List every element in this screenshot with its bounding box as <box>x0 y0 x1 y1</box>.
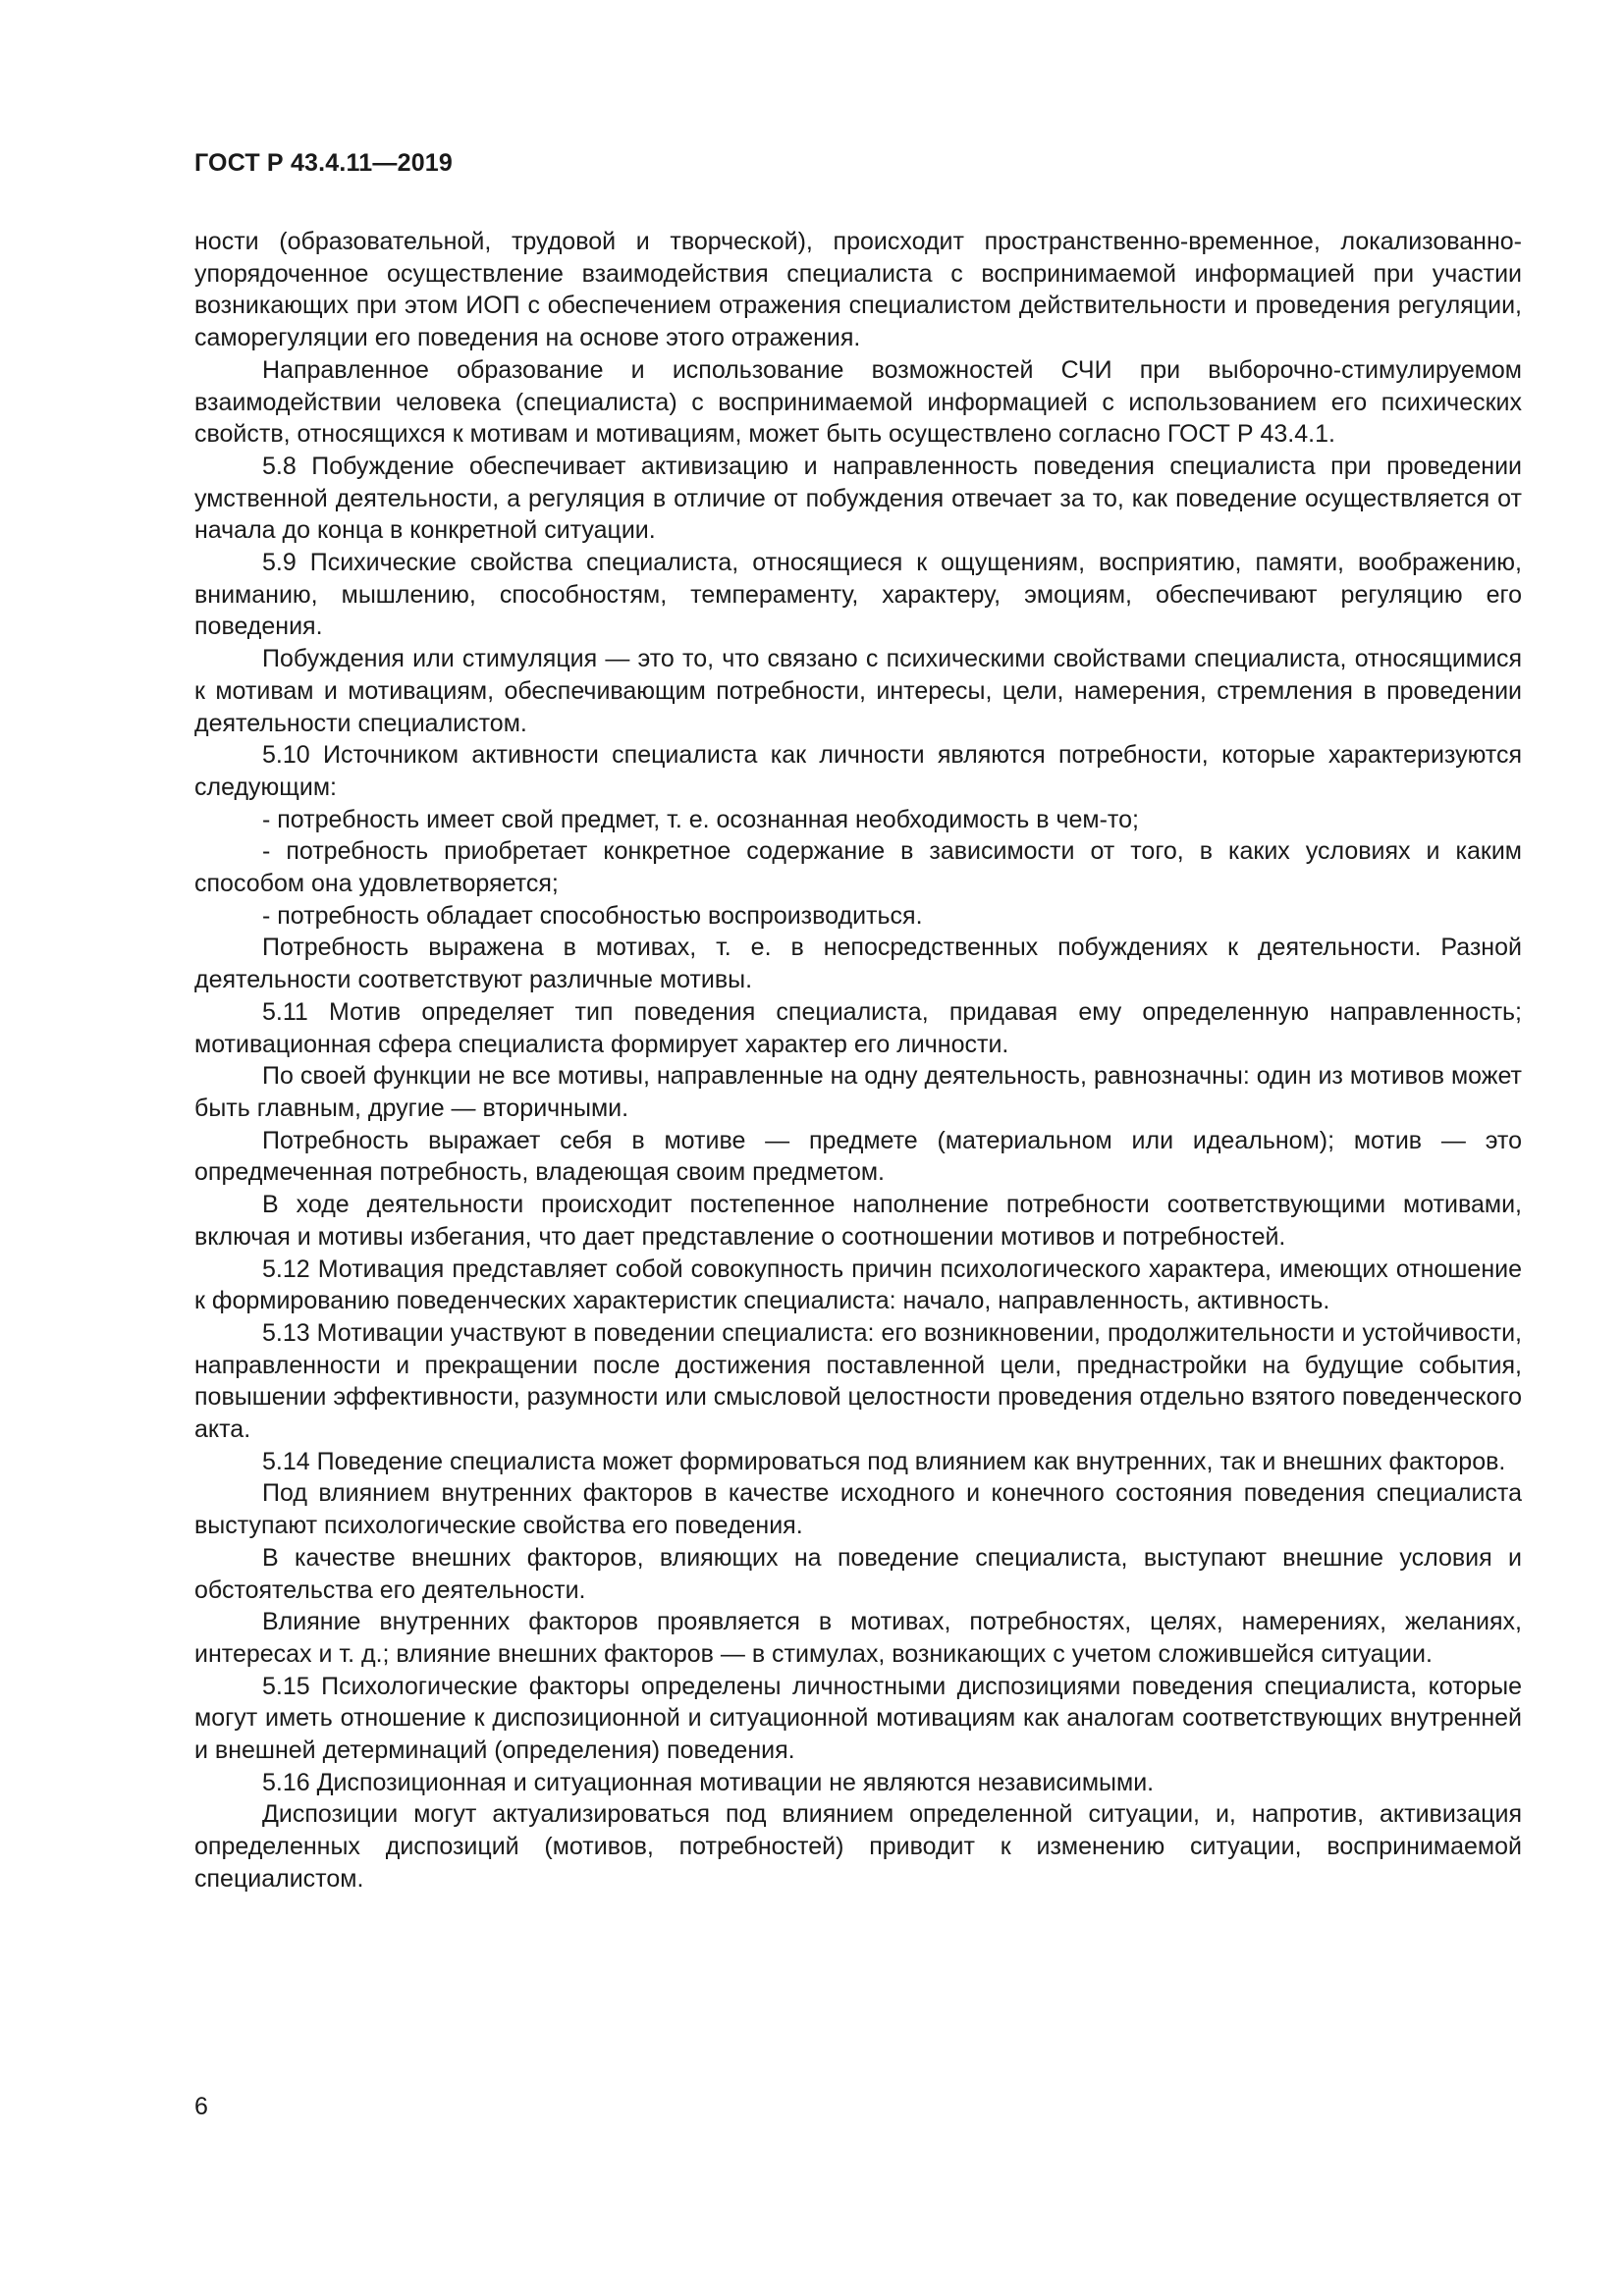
list-item: - потребность приобретает конкретное содержание в зависимости от того, в каких условиях и каким способом она удовлетворяется; <box>194 837 1522 898</box>
paragraph: В качестве внешних факторов, влияющих на поведение специалиста, выступают внешние условия и обстоятельства его деятельности. <box>194 1543 1522 1604</box>
paragraph: 5.14 Поведение специалиста может формироваться под влиянием как внутренних, так и внешних факторов. <box>262 1447 1506 1475</box>
paragraph: Диспозиции могут актуализироваться под влиянием определенной ситуации, и, напротив, активизация определенных диспозиций (мотивов, потребностей) приводит к изменению ситуации, воспринимаемой специалистом. <box>194 1800 1522 1893</box>
paragraph: Под влиянием внутренних факторов в качестве исходного и конечного состояния поведения специалиста выступают психологические свойства его поведения. <box>194 1479 1522 1540</box>
document-header: ГОСТ Р 43.4.11—2019 <box>194 149 454 177</box>
paragraph: 5.8 Побуждение обеспечивает активизацию и направленность поведения специалиста при проведении умственной деятельности, а регуляция в отличие от побуждения отвечает за то, как поведение осуществляется от начала до конца в конкретной ситуации. <box>194 452 1522 545</box>
paragraph: 5.15 Психологические факторы определены личностными диспозициями поведения специалиста, которые могут иметь отношение к диспозиционной и ситуационной мотивациям как аналогам соответствующих внутренней и внешней детерминаций (определения) поведения. <box>194 1672 1522 1765</box>
page-number: 6 <box>194 2093 208 2120</box>
paragraph: 5.10 Источником активности специалиста как личности являются потребности, которые характеризуются следующим: <box>194 741 1522 801</box>
paragraph: Влияние внутренних факторов проявляется в мотивах, потребностях, целях, намерениях, желаниях, интересах и т. д.; влияние внешних факторов — в стимулах, возникающих с учетом сложившейся ситуации. <box>194 1608 1522 1668</box>
list-item: - потребность имеет свой предмет, т. е. осознанная необходимость в чем-то; <box>262 805 1139 833</box>
paragraph: 5.12 Мотивация представляет собой совокупность причин психологического характера, имеющих отношение к формированию поведенческих характеристик специалиста: начало, направленность, активность. <box>194 1255 1522 1315</box>
paragraph: Потребность выражает себя в мотиве — предмете (материальном или идеальном); мотив — это опредмеченная потребность, владеющая своим предметом. <box>194 1126 1522 1187</box>
paragraph: 5.13 Мотивации участвуют в поведении специалиста: его возникновении, продолжительности и устойчивости, направленности и прекращении после достижения поставленной цели, преднастройки на будущие события, повышении эффективности, разумности или смысловой целостности проведения отдельно взятого поведенческого акта. <box>194 1318 1522 1444</box>
list-item: - потребность обладает способностью воспроизводиться. <box>262 901 923 930</box>
paragraph: Побуждения или стимуляция — это то, что связано с психическими свойствами специалиста, относящимися к мотивам и мотивациям, обеспечивающим потребности, интересы, цели, намерения, стремления в проведении деятельности специалистом. <box>194 645 1522 737</box>
paragraph: По своей функции не все мотивы, направленные на одну деятельность, равнозначны: один из мотивов может быть главным, другие — вторичными. <box>194 1062 1522 1122</box>
paragraph: 5.9 Психические свойства специалиста, относящиеся к ощущениям, восприятию, памяти, воображению, вниманию, мышлению, способностям, темпераменту, характеру, эмоциям, обеспечивают регуляцию его поведения. <box>194 549 1522 641</box>
paragraph: Направленное образование и использование возможностей СЧИ при выборочно-стимулируемом взаимодействии человека (специалиста) с воспринимаемой информацией с использованием его психических свойств, относящихся к мотивам и мотивациям, может быть осуществлено согласно ГОСТ Р 43.4.1. <box>194 355 1522 449</box>
paragraph: ности (образовательной, трудовой и творческой), происходит пространственно-временное, локализованно-упорядоченное осуществление взаимодействия специалиста с воспринимаемой информацией при участии возникающих при этом ИОП с обеспечением отражения специалистом действительности и проведения регуляции, саморегуляции его поведения на основе этого отражения. <box>194 228 1522 352</box>
paragraph: 5.16 Диспозиционная и ситуационная мотивации не являются независимыми. <box>262 1768 1155 1796</box>
paragraph: Потребность выражена в мотивах, т. е. в непосредственных побуждениях к деятельности. Разной деятельности соответствуют различные мотивы. <box>194 934 1522 994</box>
document-body <box>194 226 1522 1896</box>
paragraph: В ходе деятельности происходит постепенное наполнение потребности соответствующими мотивами, включая и мотивы избегания, что дает представление о соотношении мотивов и потребностей. <box>194 1191 1522 1251</box>
paragraph: 5.11 Мотив определяет тип поведения специалиста, придавая ему определенную направленность; мотивационная сфера специалиста формирует характер его личности. <box>194 997 1522 1058</box>
